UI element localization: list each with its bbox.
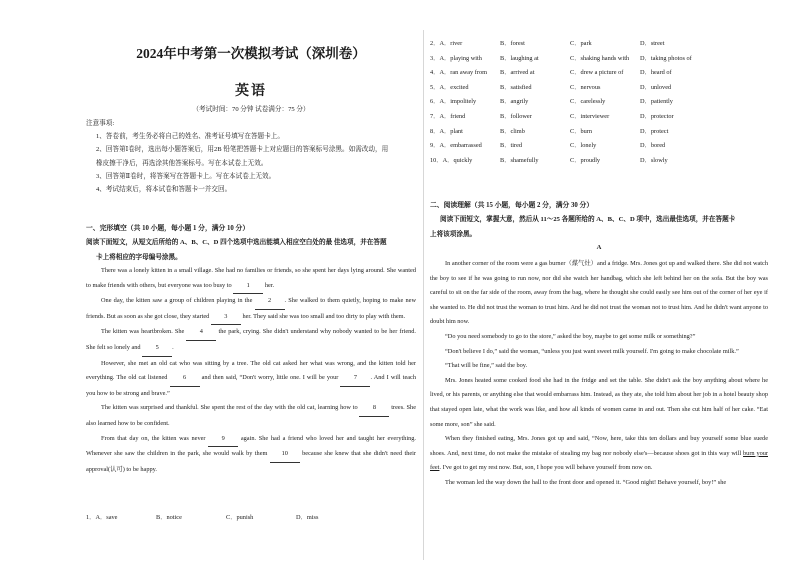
option-d[interactable]: D．protect: [640, 127, 669, 135]
option-b[interactable]: B．follower: [500, 113, 532, 120]
blank-3: 3: [211, 310, 241, 326]
option-c[interactable]: C．drew a picture of: [570, 69, 624, 77]
underlined-phrase: burn your feet: [430, 449, 768, 472]
option-c[interactable]: C．shaking hands with: [570, 54, 630, 62]
option-a[interactable]: 8．A．plant: [430, 127, 463, 135]
option-b[interactable]: B．forest: [500, 40, 525, 47]
question-1-options: [86, 512, 416, 526]
option-d[interactable]: D．unloved: [640, 83, 672, 91]
option-a[interactable]: 4．A．ran away from: [430, 69, 488, 77]
option-c[interactable]: C．park: [570, 40, 592, 47]
options-list: [430, 38, 768, 168]
option-b[interactable]: B．climb: [500, 127, 525, 135]
note-item: 4、考试结束后，将本试卷和答题卡一并交回。: [96, 186, 232, 194]
paragraph: The woman led the way down the hall to the front door and opened it. “Good night! Behave yourself, boy!” she: [445, 478, 727, 486]
option-d[interactable]: D．miss: [296, 514, 319, 521]
paragraph: One day, the kitten saw a group of children playing in the 2 . She walked to them quietly, hoping to make new friends. But as soon as she got close, they started 3 her. They said she was too small and too dirty to play with them.: [86, 294, 416, 325]
note-item: 1、答卷前，考生务必将自己的姓名、准考证号填写在答题卡上。: [96, 133, 284, 141]
paragraph: There was a lonely kitten in a small village. She had no families or friends, so she spent her days lying around. She wanted to make friends with others, but everyone was too busy to 1 her.: [86, 264, 416, 294]
note-item: 橡皮擦干净后，再选涂其他答案标号。写在本试卷上无效。: [96, 159, 268, 167]
option-a[interactable]: 3．A．playing with: [430, 54, 482, 62]
blank-6: 6: [170, 371, 200, 387]
blank-10: 10: [270, 447, 300, 463]
option-c[interactable]: C．interviewer: [570, 113, 610, 120]
paragraph: The kitten was heartbroken. She 4 the park, crying. She didn't understand why nobody wanted to be her friend. She felt so lonely and 5 .: [86, 325, 416, 356]
option-d[interactable]: D．taking photos of: [640, 54, 692, 62]
option-b[interactable]: B．satisfied: [500, 83, 532, 91]
option-b[interactable]: B．tired: [500, 142, 523, 150]
section2-instruction: [430, 212, 768, 242]
section1-heading: 一、完形填空（共 10 小题，每小题 1 分，满分 10 分）: [86, 225, 250, 232]
notes-block: [86, 117, 416, 196]
option-b[interactable]: B．angrily: [500, 98, 529, 106]
blank-7: 7: [340, 371, 370, 387]
paragraph: Mrs. Jones heated some cooked food she had in the fridge and set the table. She didn't ask the boy anything about where he lived, or his parents, or anything else that would embarrass him. Instead, as they ate, she told him about her job in a hotel beauty shop that stayed open late, what the work was like, and how all kinds of women came in and out. Then she cut him half of her cake. “Eat some more, son” she said.: [430, 376, 768, 428]
option-a[interactable]: 2．A．river: [430, 40, 463, 47]
exam-title: 2024年中考第一次模拟考试（深圳卷）: [136, 46, 366, 61]
paragraph: The kitten was surprised and thankful. She spent the rest of the day with the old cat, learning how to 8 trees. She also learned how to be confident.: [86, 401, 416, 431]
option-c[interactable]: C．burn: [570, 127, 593, 135]
paragraph: “Don't believe I do,” said the woman, “unless you just want sweet milk yourself. I'm going to make chocolate milk.”: [445, 347, 739, 355]
cloze-passage: [86, 264, 416, 477]
option-c[interactable]: C．proudly: [570, 156, 601, 164]
option-b[interactable]: B．notice: [156, 514, 182, 521]
option-a[interactable]: 6．A．impolitely: [430, 98, 477, 106]
paragraph: “Do you need somebody to go to the store,” asked the boy, maybe to get some milk or something?”: [445, 332, 696, 340]
section1-instruction: [86, 235, 416, 265]
instruction-line: 上将该项涂黑。: [430, 231, 477, 238]
subject-title: 英语: [235, 84, 267, 99]
option-b[interactable]: B．arrived at: [500, 69, 535, 77]
option-a[interactable]: 10．A．quickly: [430, 156, 473, 164]
passage-label: A: [596, 244, 602, 251]
option-a[interactable]: 9．A．embarrassed: [430, 142, 482, 150]
blank-1: 1: [233, 279, 263, 295]
blank-9: 9: [208, 432, 238, 448]
blank-2: 2: [255, 294, 285, 310]
blank-4: 4: [186, 325, 216, 341]
reading-passage: [430, 257, 768, 491]
instruction-line: 阅读下面短文，从短文后所给的 A、B、C、D 四个选项中选出能填入相应空白处的最 佳选项，并在答题: [86, 239, 387, 246]
option-c[interactable]: C．carelessly: [570, 98, 606, 106]
blank-5: 5: [142, 341, 172, 357]
option-b[interactable]: B．shamefully: [500, 156, 539, 164]
paragraph: “That will be fine,” said the boy.: [445, 362, 528, 370]
option-c[interactable]: C．nervous: [570, 83, 601, 91]
paragraph: When they finished eating, Mrs. Jones got up and said, “Now, here, take this ten dollars and buy yourself some blue suede shoes. And, next time, do not make the mistake of stealing my bag nor nobody else's—because shoes got in this way will burn your feet. I've got to get my rest now. But, son, I hope you will behave yourself from now on.: [430, 435, 768, 472]
paragraph: From that day on, the kitten was never 9 again. She had a friend who loved her and taught her everything. Whenever she saw the children in the park, she would walk by them 10 because she knew that she didn't need their approval(认可) to be happy.: [86, 432, 416, 478]
note-item: 3、回答第Ⅱ卷时，将答案写在答题卡上。写在本试卷上无效。: [96, 172, 276, 180]
paragraph: However, she met an old cat who was sitting by a tree. The old cat asked her what was wrong, and the kitten told her everything. The old cat listened 6 and then said, “Don't worry, little one. I will be your 7 . And I will teach you how to be strong and brave.”: [86, 359, 416, 397]
column-divider: [423, 30, 424, 560]
note-item: 2、回答第Ⅰ卷时，选出每小题答案后，用2B 铅笔把答题卡上对应题目的答案标号涂黑。如需改动，用: [96, 146, 389, 154]
blank-8: 8: [359, 401, 389, 417]
option-d[interactable]: D．heard of: [640, 69, 672, 77]
option-d[interactable]: D．protector: [640, 113, 674, 120]
option-d[interactable]: D．patiently: [640, 98, 673, 106]
notes-heading: 注意事项:: [86, 120, 115, 127]
option-d[interactable]: D．bored: [640, 142, 666, 150]
option-b[interactable]: B．laughing at: [500, 54, 539, 62]
option-d[interactable]: D．slowly: [640, 156, 668, 164]
option-c[interactable]: C．lonely: [570, 142, 597, 150]
section2-heading: 二、阅读理解（共 15 小题，每小题 2 分，满分 30 分）: [430, 202, 594, 209]
option-a[interactable]: 7．A．friend: [430, 113, 466, 120]
instruction-line: 卡上将相应的字母编号涂黑。: [96, 254, 182, 261]
instruction-line: 阅读下面短文，掌握大意，然后从 11～25 各题所给的 A、B、C、D 项中，选出最佳选项，并在答题卡: [440, 216, 736, 223]
option-a[interactable]: 1．A．save: [86, 514, 118, 521]
exam-info: （考试时间：70 分钟 试卷满分：75 分）: [192, 106, 310, 113]
option-a[interactable]: 5．A．excited: [430, 83, 469, 91]
option-d[interactable]: D．street: [640, 40, 665, 47]
paragraph: In another corner of the room were a gas burner（煤气灶）and a fridge. Mrs. Jones got up and walked there. She did not watch the boy to see if he was going to run now, nor did she watch her handbag, which she left behind her on the sofa. But the boy was careful to sit on the far side of the room, away from the bag, where he thought she could easily see him out of the corner of her eye if she wanted to. He did not trust the woman to trust him. And he did not trust the woman not to trust him. And he didn't want anyone to doubt him now.: [430, 260, 768, 326]
option-c[interactable]: C．punish: [226, 514, 254, 521]
